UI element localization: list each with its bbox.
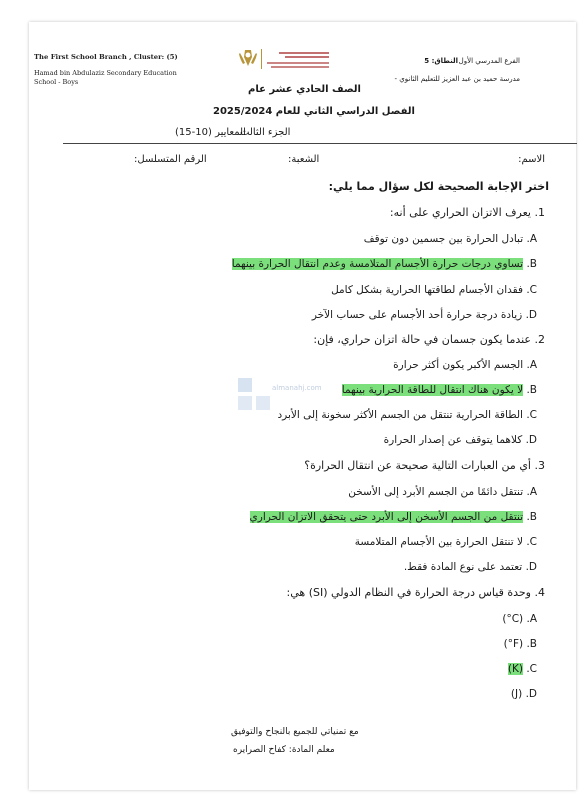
question-4: 4. وحدة قياس درجة الحرارة في النظام الدولي (SI) هي:: [286, 586, 545, 599]
question-3-option-d: D. تعتمد على نوع المادة فقط.: [403, 561, 537, 573]
question-2-option-a: A. الجسم الأكبر يكون أكثر حرارة: [393, 359, 537, 371]
question-1-option-c: C. فقدان الأجسام لطاقتها الحرارية بشكل كامل: [331, 284, 537, 296]
correct-answer-highlight: لا يكون هناك انتقال للطاقة الحرارية بينهما: [341, 384, 524, 396]
question-2: 2. عندما يكون جسمان في حالة اتزان حراري، فإن:: [313, 333, 545, 346]
footer-wishes: مع تمنياتي للجميع بالنجاح والتوفيق: [231, 727, 359, 737]
uae-emblem-logo: [237, 47, 337, 73]
watermark-logo: [236, 372, 340, 428]
school-name-en: Hamad bin Abdulaziz Secondary Education: [34, 69, 177, 77]
question-4-option-a: A. (°C): [502, 613, 537, 625]
question-2-option-d: D. كلاهما يتوقف عن إصدار الحرارة: [383, 434, 537, 446]
school-name-ar: مدرسة حميد بن عبد العزيز للتعليم الثانوي -: [394, 75, 520, 83]
criteria-title: المعايير (10-15): [175, 127, 246, 138]
question-3-option-b: B. تنتقل من الجسم الأسخن إلى الأبرد حتى يتحقق الاتزان الحراري: [249, 511, 537, 523]
section-label: الشعبة:: [288, 154, 320, 165]
header-divider: [63, 143, 577, 144]
watermark-text: almanahj.com: [272, 384, 322, 392]
serial-label: الرقم المتسلسل:: [134, 154, 207, 165]
question-3: 3. أي من العبارات التالية صحيحة عن انتقال الحرارة؟: [304, 459, 545, 472]
part-title: الجزء الثالث: [240, 127, 291, 138]
grade-title: الصف الحادي عشر عام: [248, 84, 361, 95]
question-4-option-c: C. (K): [507, 663, 537, 675]
question-4-option-b: B. (°F): [503, 638, 537, 650]
correct-answer-highlight: تساوي درجات حرارة الأجسام المتلامسة وعدم انتقال الحرارة بينهما: [231, 258, 524, 270]
question-1: 1. يعرف الاتزان الحراري على أنه:: [389, 206, 545, 219]
question-4-option-d: D. (J): [510, 688, 537, 700]
instructions: اختر الإجابة الصحيحة لكل سؤال مما يلي:: [328, 180, 549, 193]
school-branch-ar: الفرع المدرسي الأول: [458, 57, 520, 65]
question-2-option-b: B. لا يكون هناك انتقال للطاقة الحرارية بينهما: [341, 384, 537, 396]
school-type-en: School - Boys: [34, 78, 79, 86]
question-1-option-a: A. تبادل الحرارة بين جسمين دون توقف: [363, 233, 537, 245]
question-1-option-d: D. زيادة درجة حرارة أحد الأجسام على حساب الآخر: [311, 309, 537, 321]
school-branch-en: The First School Branch , Cluster: (5): [34, 53, 178, 61]
correct-answer-highlight: تنتقل من الجسم الأسخن إلى الأبرد حتى يتحقق الاتزان الحراري: [249, 511, 524, 523]
term-title: الفصل الدراسي الثاني للعام 2025/2024: [213, 106, 415, 117]
correct-answer-highlight: (K): [507, 663, 523, 675]
question-3-option-c: C. لا تنتقل الحرارة بين الأجسام المتلامسة: [354, 536, 537, 548]
question-1-option-b: B. تساوي درجات حرارة الأجسام المتلامسة وعدم انتقال الحرارة بينهما: [231, 258, 537, 270]
question-3-option-a: A. تنتقل دائمًا من الجسم الأبرد إلى الأسخن: [348, 486, 537, 498]
question-2-option-c: C. الطاقة الحرارية تنتقل من الجسم الأكثر سخونة إلى الأبرد: [277, 409, 537, 421]
cluster-ar: النطاق: 5: [424, 57, 458, 65]
name-label: الاسم:: [518, 154, 545, 165]
teacher-name: معلم المادة: كفاح الصرايره: [233, 745, 335, 755]
